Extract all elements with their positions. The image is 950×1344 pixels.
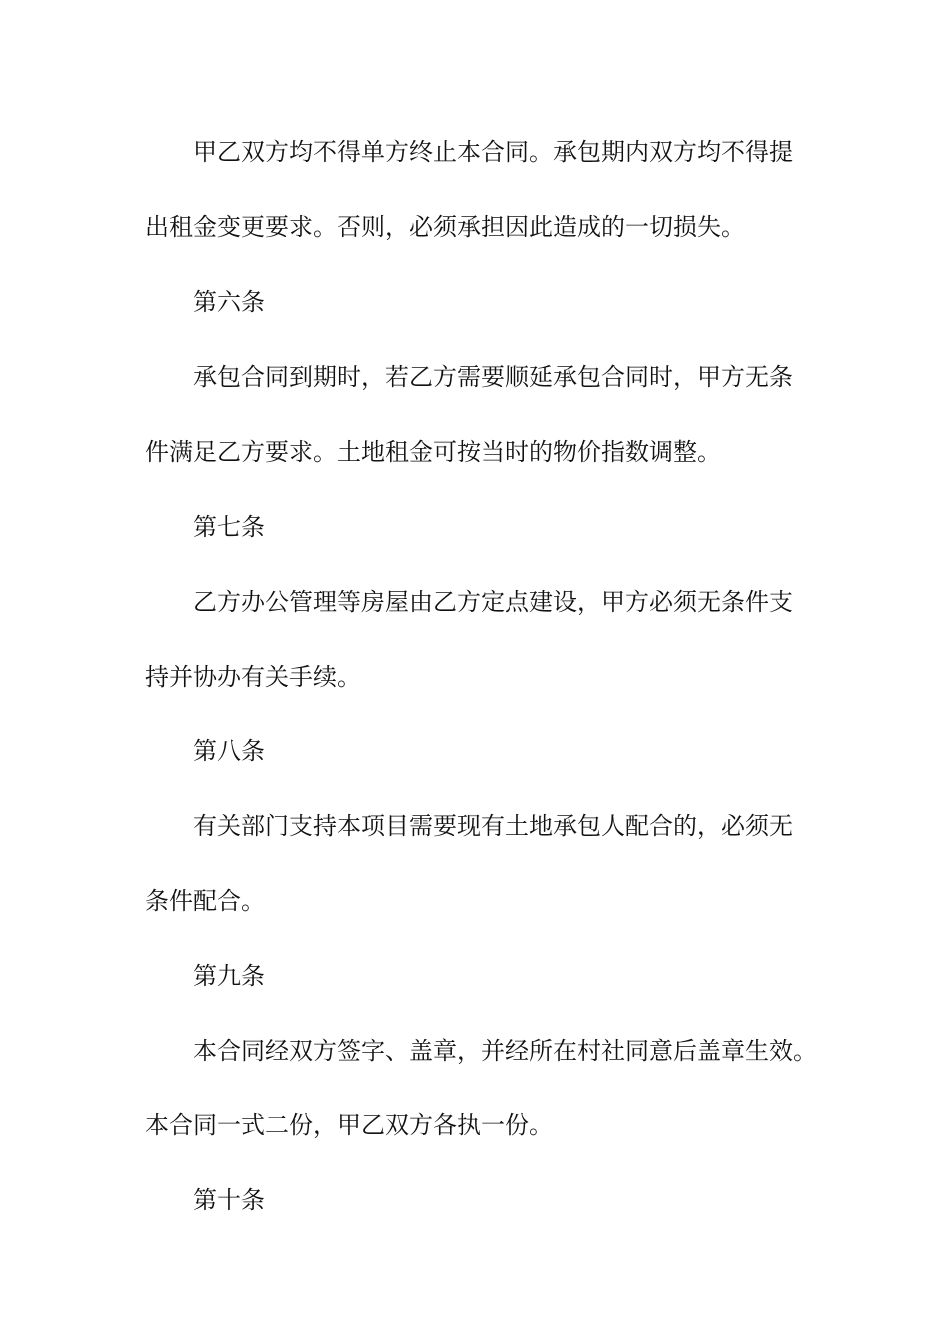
article-heading-9: 第九条 <box>193 962 265 990</box>
paragraph-line: 本合同经双方签字、盖章，并经所在村社同意后盖章生效。 <box>193 1037 817 1065</box>
paragraph-line: 承包合同到期时，若乙方需要顺延承包合同时，甲方无条 <box>193 363 793 391</box>
article-heading-6: 第六条 <box>193 288 265 316</box>
article-heading-10: 第十条 <box>193 1186 265 1214</box>
paragraph-line: 乙方办公管理等房屋由乙方定点建设，甲方必须无条件支 <box>193 588 793 616</box>
paragraph-line: 持并协办有关手续。 <box>145 663 361 691</box>
article-heading-8: 第八条 <box>193 737 265 765</box>
paragraph-line: 本合同一式二份，甲乙双方各执一份。 <box>145 1111 553 1139</box>
article-heading-7: 第七条 <box>193 513 265 541</box>
paragraph-line: 有关部门支持本项目需要现有土地承包人配合的，必须无 <box>193 812 793 840</box>
paragraph-line: 甲乙双方均不得单方终止本合同。承包期内双方均不得提 <box>193 138 793 166</box>
paragraph-line: 条件配合。 <box>145 887 265 915</box>
paragraph-line: 件满足乙方要求。土地租金可按当时的物价指数调整。 <box>145 438 721 466</box>
paragraph-line: 出租金变更要求。否则，必须承担因此造成的一切损失。 <box>145 213 745 241</box>
